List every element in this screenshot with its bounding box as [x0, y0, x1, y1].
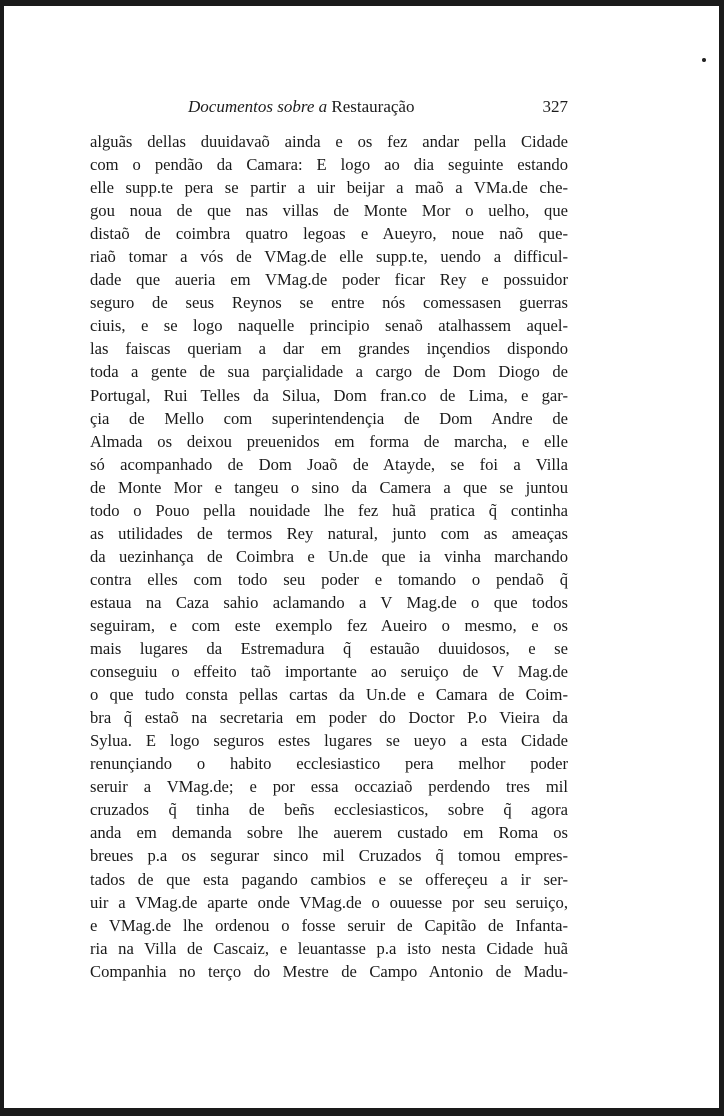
- text-line: çia de Mello com superintendençia de Dom Andre de: [90, 408, 568, 428]
- page-number: 327: [542, 97, 568, 116]
- text-line: breues p.a os segurar sinco mil Cruzados q̃ tomou empres-: [90, 846, 568, 866]
- text-line: as utilidades de termos Rey natural, junto com as ameaças: [90, 523, 568, 543]
- text-line: estaua na Caza sahio aclamando a V Mag.de o que todos: [90, 592, 568, 612]
- text-line: mais lugares da Estremadura q̃ estauão duuidosos, e se: [90, 639, 568, 659]
- text-line: Companhia no terço do Mestre de Campo Antonio de Madu-: [90, 961, 568, 981]
- scan-border-bottom: [0, 1108, 724, 1116]
- text-line: bra q̃ estaõ na secretaria em poder do Doctor P.o Vieira da: [90, 708, 568, 728]
- text-line: las faiscas queriam a dar em grandes inçendios dispondo: [90, 339, 568, 359]
- text-line: riaõ tomar a vós de VMag.de elle supp.te, uendo a difficul-: [90, 247, 568, 267]
- running-title-italic: Documentos sobre a: [188, 97, 328, 116]
- scan-border-top: [0, 0, 724, 6]
- text-line: Portugal, Rui Telles da Silua, Dom fran.co de Lima, e gar-: [90, 385, 568, 405]
- scan-border-right: [719, 0, 724, 1116]
- text-line: seruir a VMag.de; e por essa occaziaõ perdendo tres mil: [90, 777, 568, 797]
- text-line: de Monte Mor e tangeu o sino da Camera a que se juntou: [90, 477, 568, 497]
- text-line: uir a VMag.de aparte onde VMag.de o ouuesse por seu seruiço,: [90, 892, 568, 912]
- text-line: conseguiu o effeito taõ importante ao seruiço de V Mag.de: [90, 662, 568, 682]
- text-line: o que tudo consta pellas cartas da Un.de e Camara de Coim-: [90, 685, 568, 705]
- text-line: distaõ de coimbra quatro legoas e Aueyro, noue naõ que-: [90, 224, 568, 244]
- text-line: com o pendão da Camara: E logo ao dia seguinte estando: [90, 155, 568, 175]
- text-line: da uezinhança de Coimbra e Un.de que ia vinha marchando: [90, 546, 568, 566]
- text-line: ria na Villa de Cascaiz, e leuantasse p.a isto nesta Cidade huã: [90, 938, 568, 958]
- text-line: renunçiando o habito ecclesiastico pera melhor poder: [90, 754, 568, 774]
- text-line: seguro de seus Reynos se entre nós comessasen guerras: [90, 293, 568, 313]
- text-line: contra elles com todo seu poder e tomando o pendaõ q̃: [90, 569, 568, 589]
- text-line: e VMag.de lhe ordenou o fosse seruir de Capitão de Infanta-: [90, 915, 568, 935]
- text-line: anda em demanda sobre lhe auerem custado em Roma os: [90, 823, 568, 843]
- running-title-rest: Restauração: [331, 97, 415, 116]
- text-line: dade que aueria em VMag.de poder ficar Rey e possuidor: [90, 270, 568, 290]
- text-line: Almada os deixou preuenidos em forma de marcha, e elle: [90, 431, 568, 451]
- text-line: todo o Pouo pella nouidade lhe fez huã pratica q̃ continha: [90, 500, 568, 520]
- text-line: tados de que esta pagando cambios e se offereçeu a ir ser-: [90, 869, 568, 889]
- scan-border-left: [0, 0, 4, 1116]
- text-line: Sylua. E logo seguros estes lugares se ueyo a esta Cidade: [90, 731, 568, 751]
- text-line: gou noua de que nas villas de Monte Mor o uelho, que: [90, 201, 568, 221]
- text-line: elle supp.te pera se partir a uir beijar a maõ a VMa.de che-: [90, 178, 568, 198]
- text-line: ciuis, e se logo naquelle principio senaõ atalhassem aquel-: [90, 316, 568, 336]
- text-line: alguãs dellas duuidavaõ ainda e os fez andar pella Cidade: [90, 132, 568, 151]
- text-line: seguiram, e com este exemplo fez Aueiro o mesmo, e os: [90, 615, 568, 635]
- text-line: toda a gente de sua parçialidade a cargo de Dom Diogo de: [90, 362, 568, 382]
- body-text: [90, 130, 568, 983]
- running-title: [188, 97, 414, 117]
- text-line: só acompanhado de Dom Joaõ de Atayde, se foi a Villa: [90, 454, 568, 474]
- scan-speck: [702, 58, 706, 62]
- text-line: cruzados q̃ tinha de beñs ecclesiasticos, sobre q̃ agora: [90, 800, 568, 820]
